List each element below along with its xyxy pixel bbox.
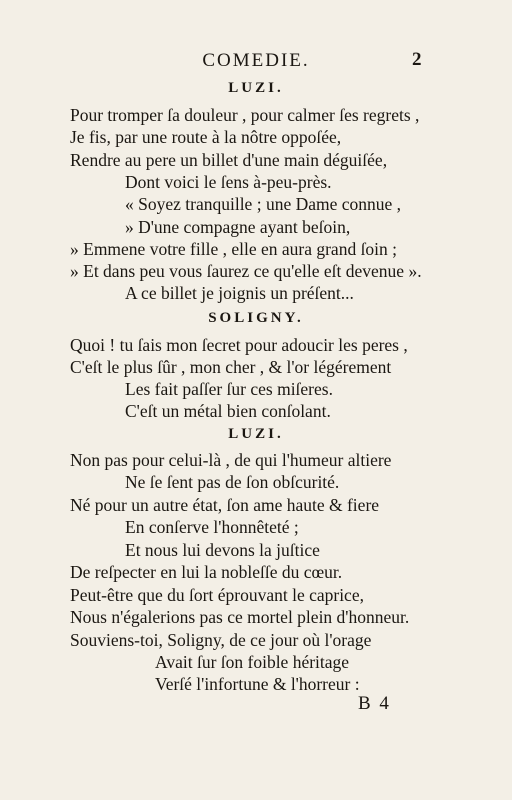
verse-line: Quoi ! tu ſais mon ſecret pour adoucir les peres , [70,335,408,355]
verse-line: Les fait paſſer ſur ces miſeres. [125,379,333,399]
verse-line: » Emmene votre fille , elle en aura grand ſoin ; [70,239,398,259]
verse-line: Nous n'égalerions pas ce mortel plein d'honneur. [70,607,410,627]
verse-line: Rendre au pere un billet d'une main déguiſée, [70,150,388,170]
verse-line: » D'une compagne ayant beſoin, [125,217,351,237]
verse-line: » Et dans peu vous ſaurez ce qu'elle eſt devenue ». [70,261,422,281]
verse-line: Né pour un autre état, ſon ame haute & fiere [70,495,380,515]
verse-line: C'eſt le plus ſûr , mon cher , & l'or légérement [70,357,392,377]
verse-line: Pour tromper ſa douleur , pour calmer ſes regrets , [70,105,420,125]
verse-line: De reſpecter en lui la nobleſſe du cœur. [70,562,343,582]
verse-line: Avait ſur ſon foible héritage [155,652,350,672]
verse-line: A ce billet je joignis un préſent... [125,283,354,303]
page-number: 2 [412,49,422,70]
verse-line: Je fis, par une route à la nôtre oppoſée, [70,127,342,147]
speaker-luzi-1: LUZI. [228,80,284,96]
verse-line: C'eſt un métal bien conſolant. [125,401,331,421]
verse-line: Dont voici le ſens à-peu-près. [125,172,332,192]
verse-line: En conſerve l'honnêteté ; [125,517,299,537]
verse-line: Non pas pour celui-là , de qui l'humeur altiere [70,450,392,470]
verse-line: Peut-être que du ſort éprouvant le caprice, [70,585,364,605]
verse-line: Verſé l'infortune & l'horreur : [155,674,360,694]
running-header: COMEDIE. [202,50,310,71]
verse-line: Et nous lui devons la juſtice [125,540,320,560]
speaker-soligny: SOLIGNY. [208,310,304,326]
speaker-luzi-2: LUZI. [228,426,284,442]
gathering-signature: B 4 [358,693,391,714]
verse-line: Souviens-toi, Soligny, de ce jour où l'orage [70,630,372,650]
verse-line: « Soyez tranquille ; une Dame connue , [125,194,402,214]
verse-line: Ne ſe ſent pas de ſon obſcurité. [125,472,340,492]
